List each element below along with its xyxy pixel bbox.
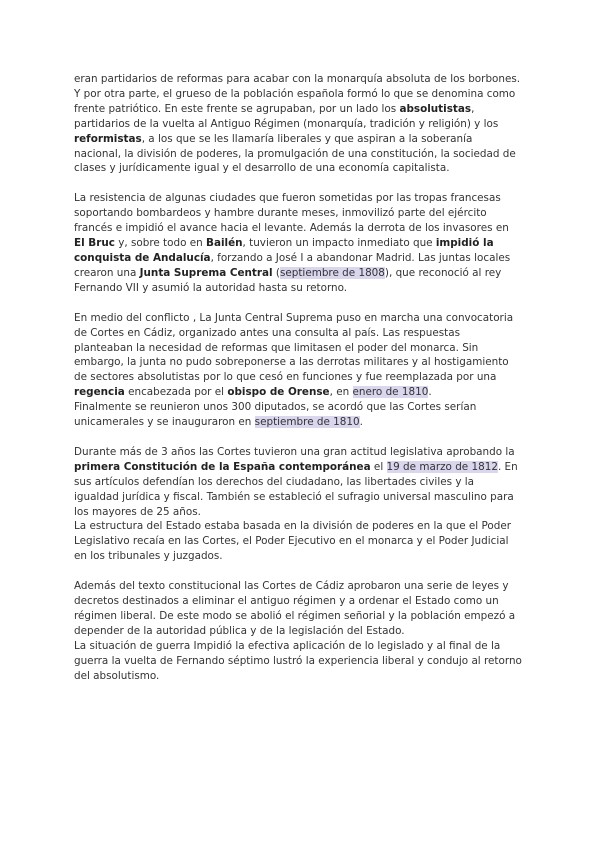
paragraph-diputados: Finalmente se reunieron unos 300 diputados, se acordó que las Cortes serían unicamerales y se inauguraron en septiembre de 1810. — [74, 401, 477, 429]
paragraph-frente-patriotico: Y por otra parte, el grueso de la población española formó lo que se denomina como frente patriótico. En este frente se agrupaban, por un lado los absolutistas, partidarios de la vuelta al Antiguo Régimen (monarquía, tradición y religión) y los reformistas, a los que se les llamaría liberales y que aspiran a la soberanía nacional, la división de poderes, la promulgación de una constitución, la sociedad de clases y jurídicamente igual y el desarrollo de una economía capitalista. — [74, 87, 516, 175]
paragraph-constitucion: Durante más de 3 años las Cortes tuvieron una gran actitud legislativa aprobando la primera Constitución de la España contemporánea el 19 de marzo de 1812. En sus artículos defendían los derechos del ciudadano, las libertades civiles y la igualdad jurídica y fiscal. También se estableció el sufragio universal masculino para los mayores de 25 años. — [74, 445, 518, 518]
paragraph-borbones: eran partidarios de reformas para acabar con la monarquía absoluta de los borbones. — [74, 73, 521, 85]
term-obispo-orense: obispo de Orense — [227, 386, 330, 399]
paragraph-gap — [74, 296, 522, 311]
paragraph-situacion-guerra: La situación de guerra Impidió la efectiva aplicación de lo legislado y al final de la guerra la vuelta de Fernando séptimo lustró la experiencia liberal y condujo al retorno del absolutismo. — [74, 639, 522, 682]
term-reformistas: reformistas — [74, 132, 142, 145]
paragraph-estructura-estado: La estructura del Estado estaba basada en la división de poderes en la que el Poder Legislativo recaía en las Cortes, el Poder Ejecutivo en el monarca y el Poder Judicial en los tribunales y juzgados. — [74, 520, 511, 563]
term-el-bruc: El Bruc — [74, 237, 115, 250]
paragraph-cortes-cadiz: En medio del conflicto , La Junta Central Suprema puso en marcha una convocatoria de Cortes en Cádiz, organizado antes una consulta al país. Las respuestas planteaban la necesidad de reformas que limitasen el poder del monarca. Sin embargo, la junta no pudo sobreponerse a las derrotas militares y al hostigamiento de sectores absolutistas por lo que cesó en funciones y fue reemplazada por una regencia encabezada por el obispo de Orense, en enero de 1810. — [74, 311, 514, 399]
term-conquista-andalucia: impidió la conquista de Andalucía — [74, 237, 494, 264]
paragraph-gap — [74, 430, 522, 445]
highlight-septiembre-1808: septiembre de 1808 — [279, 266, 385, 279]
term-junta-suprema-central: Junta Suprema Central — [139, 266, 273, 279]
term-absolutistas: absolutistas — [399, 102, 472, 115]
term-primera-constitucion: primera Constitución de la España contemporánea — [74, 460, 371, 473]
paragraph-gap — [74, 564, 522, 579]
term-bailen: Bailén — [206, 237, 243, 250]
paragraph-resistencia: La resistencia de algunas ciudades que fueron sometidas por las tropas francesas soportando bombardeos y hambre durante meses, inmovilizó parte del ejército francés e impidió el avance hacia el levante. Además la derrota de los invasores en El Bruc y, sobre todo en Bailén, tuvieron un impacto inmediato que impidió la conquista de Andalucía, forzando a José I a abandonar Madrid. Las juntas locales crearon una Junta Suprema Central (septiembre de 1808), que reconoció al rey Fernando VII y asumió la autoridad hasta su retorno. — [74, 192, 511, 294]
highlight-19-marzo-1812: 19 de marzo de 1812 — [386, 460, 498, 473]
paragraph-leyes-decretos: Además del texto constitucional las Cortes de Cádiz aprobaron una serie de leyes y decretos destinados a eliminar el antiguo régimen y a ordenar el Estado como un régimen liberal. De este modo se abolió el régimen señorial y la población empezó a depender de la autoridad pública y de la legislación del Estado. — [74, 580, 516, 637]
highlight-septiembre-1810: septiembre de 1810 — [254, 416, 360, 429]
term-regencia: regencia — [74, 386, 125, 399]
paragraph-gap — [74, 176, 522, 191]
highlight-enero-1810: enero de 1810 — [352, 386, 429, 399]
